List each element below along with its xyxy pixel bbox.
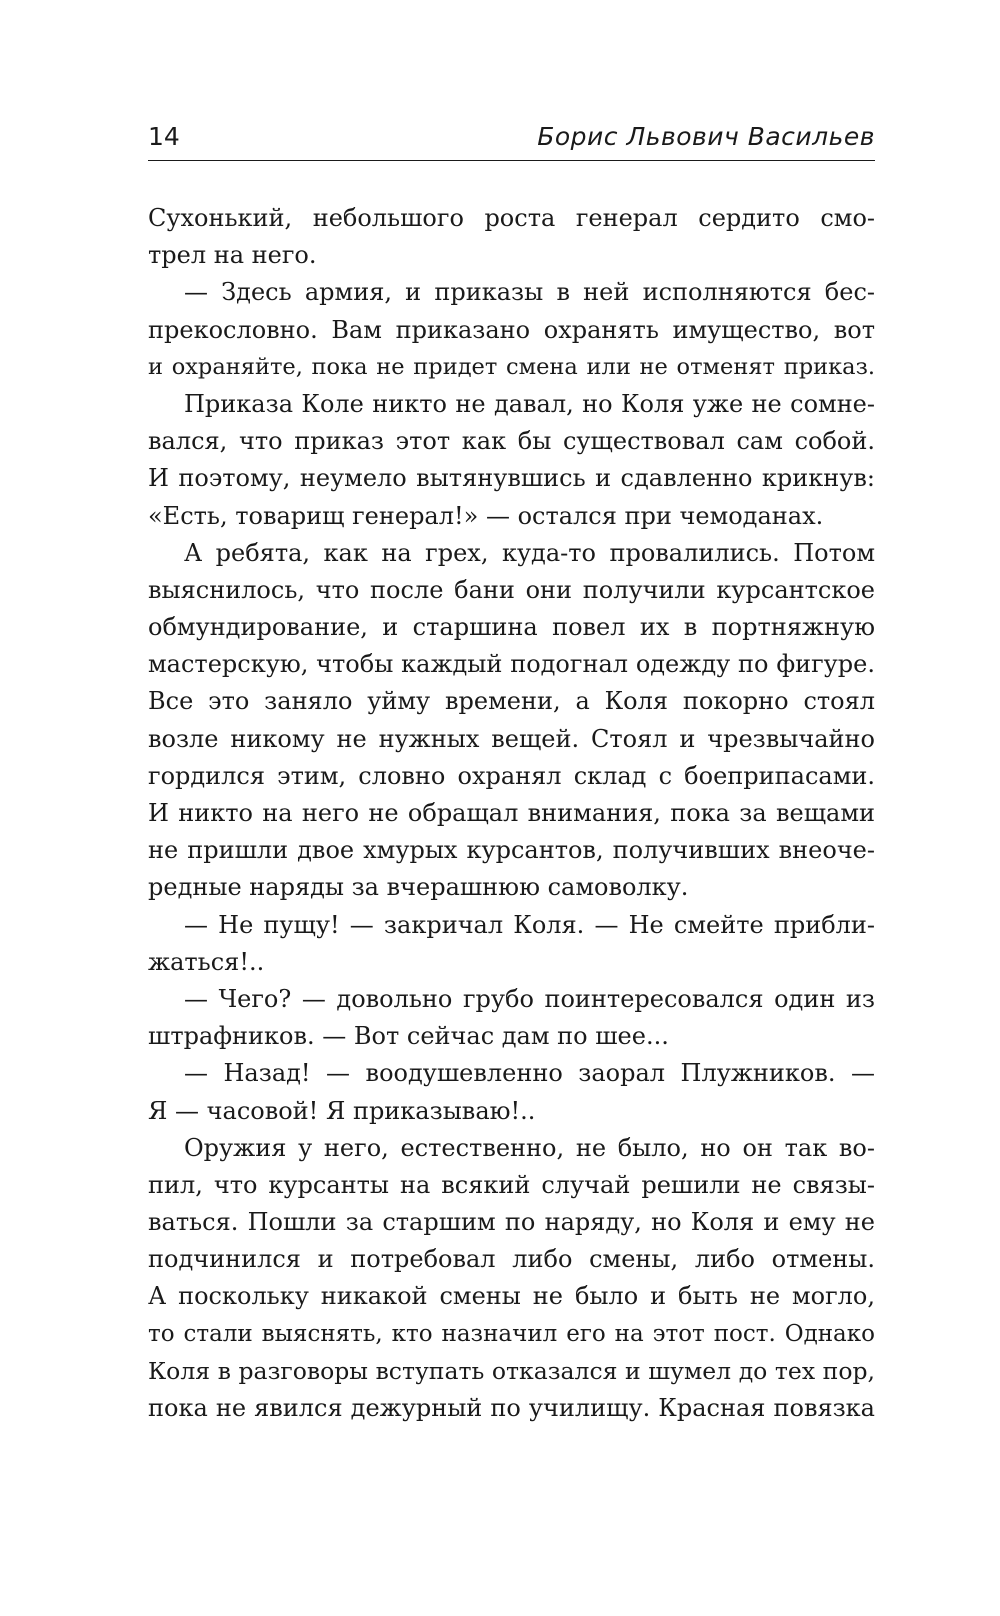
text-line: — Не пущу! — закричал Коля. — Не смейте прибли-	[184, 910, 875, 939]
text-line: пил, что курсанты на всякий случай решили не связы-	[148, 1170, 875, 1199]
text-line: ваться. Пошли за старшим по наряду, но Коля и ему не	[148, 1208, 875, 1237]
text-line: трел на него.	[148, 241, 317, 270]
text-line: И никто на него не обращал внимания, пока за вещами	[148, 799, 875, 827]
text-line: Я — часовой! Я приказываю!..	[148, 1096, 536, 1125]
text-line: — Чего? — довольно грубо поинтересовался один из	[184, 984, 875, 1013]
text-line: прекословно. Вам приказано охранять имущество, вот	[148, 315, 875, 344]
text-line: — Назад! — воодушевленно заорал Плужников. —	[184, 1059, 875, 1088]
text-line: жаться!..	[148, 947, 265, 976]
page-number: 14	[148, 122, 180, 151]
text-line: Все это заняло уйму времени, а Коля покорно стоял	[148, 687, 875, 716]
text-line: редные наряды за вчерашнюю самоволку.	[148, 873, 689, 902]
running-header	[148, 122, 875, 151]
header-rule	[148, 160, 875, 161]
text-line: А поскольку никакой смены не было и быть не могло,	[148, 1282, 875, 1311]
text-line: — Здесь армия, и приказы в ней исполняются бес-	[184, 278, 875, 307]
text-line: не пришли двое хмурых курсантов, получивших внеоче-	[148, 836, 875, 865]
author-name: Борис Львович Васильев	[537, 122, 875, 151]
body-text	[148, 200, 875, 1427]
text-line: и охраняйте, пока не придет смена или не отменят приказ.	[148, 353, 875, 380]
text-line: выяснилось, что после бани они получили курсантское	[148, 575, 875, 604]
text-line: «Есть, товарищ генерал!» — остался при чемоданах.	[148, 501, 824, 530]
text-line: Сухонький, небольшого роста генерал сердито смо-	[148, 204, 875, 232]
text-line: Коля в разговоры вступать отказался и шумел до тех пор,	[148, 1356, 875, 1385]
text-line: Оружия у него, естественно, не было, но он так во-	[184, 1133, 875, 1162]
text-line: мастерскую, чтобы каждый подогнал одежду по фигуре.	[148, 650, 875, 679]
text-line: штрафников. — Вот сейчас дам по шее...	[148, 1022, 669, 1051]
text-line: подчинился и потребовал либо смены, либо отмены.	[148, 1245, 875, 1274]
text-line: вался, что приказ этот как бы существовал сам собой.	[148, 427, 875, 456]
text-line: пока не явился дежурный по училищу. Красная повязка	[148, 1394, 875, 1422]
text-line: гордился этим, словно охранял склад с боеприпасами.	[148, 761, 875, 790]
text-line: обмундирование, и старшина повел их в портняжную	[148, 613, 875, 642]
text-line: И поэтому, неумело вытянувшись и сдавленно крикнув:	[148, 464, 875, 493]
text-line: А ребята, как на грех, куда-то провалились. Потом	[184, 538, 875, 567]
text-line: то стали выяснять, кто назначил его на этот пост. Однако	[148, 1320, 875, 1347]
text-line: Приказа Коле никто не давал, но Коля уже не сомне-	[184, 389, 875, 418]
text-line: возле никому не нужных вещей. Стоял и чрезвычайно	[148, 724, 875, 753]
